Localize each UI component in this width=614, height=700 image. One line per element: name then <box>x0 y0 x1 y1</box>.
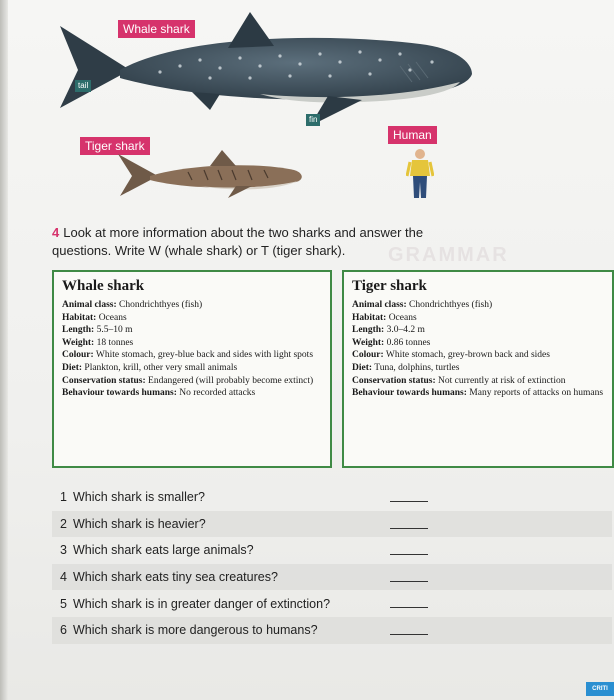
question-row <box>52 590 612 617</box>
fact-value: Chondrichthyes (fish) <box>406 300 493 310</box>
whale-shark-label: Whale shark <box>118 20 195 38</box>
tiger-shark-fact-box <box>342 270 614 468</box>
fin-label: fin <box>306 114 320 126</box>
fact-value: Oceans <box>386 312 417 323</box>
question-row <box>52 564 612 591</box>
fact-label: Habitat: <box>62 312 97 323</box>
fact-value: 18 tonnes <box>94 337 134 348</box>
exercise-number: 4 <box>52 225 60 240</box>
question-text: Which shark eats large animals? <box>72 543 254 558</box>
fact-label: Weight: <box>352 337 385 348</box>
question-row <box>52 511 612 538</box>
answer-blank[interactable] <box>390 528 428 529</box>
question-number: 3 <box>60 543 67 558</box>
footer-badge: CRITI <box>586 682 614 696</box>
fact-value: Chondrichthyes (fish) <box>116 300 203 310</box>
instruction-text: Look at more information about the two sharks and answer the questions. Write W (whale shark) or T (tiger shark). <box>52 225 424 258</box>
fact-value: Endangered (will probably become extinct) <box>145 375 314 386</box>
fact-label: Behaviour towards humans: <box>62 388 177 399</box>
fact-value: Many reports of attacks on humans <box>466 388 604 399</box>
fact-label: Diet: <box>62 362 83 373</box>
question-number: 4 <box>60 570 67 585</box>
fact-row <box>62 387 322 400</box>
fact-label: Conservation status: <box>352 375 436 386</box>
fact-row <box>352 337 604 350</box>
question-number: 6 <box>60 623 67 638</box>
answer-blank[interactable] <box>390 581 428 582</box>
fact-row <box>62 337 322 350</box>
question-row <box>52 537 612 564</box>
fact-label: Colour: <box>62 350 94 361</box>
tail-label: tail <box>75 80 91 92</box>
fact-row <box>62 375 322 388</box>
question-text: Which shark is in greater danger of extinction? <box>72 596 331 611</box>
fact-value: Plankton, krill, other very small animals <box>82 362 238 373</box>
tiger-shark-illustration <box>118 150 308 200</box>
question-number: 1 <box>60 490 67 505</box>
fact-label: Habitat: <box>352 312 387 323</box>
fact-value: White stomach, grey-brown back and sides <box>383 350 550 361</box>
questions-list <box>52 484 612 644</box>
fact-row <box>352 349 604 362</box>
question-text: Which shark is smaller? <box>72 490 205 505</box>
fact-value: White stomach, grey-blue back and sides with light spots <box>93 350 314 361</box>
question-text: Which shark eats tiny sea creatures? <box>72 570 278 585</box>
fact-value: No recorded attacks <box>176 388 256 399</box>
question-text: Which shark is heavier? <box>72 516 206 531</box>
page-spine <box>0 0 8 700</box>
question-number: 5 <box>60 596 67 611</box>
fact-row <box>352 324 604 337</box>
answer-blank[interactable] <box>390 607 428 608</box>
tiger-shark-label: Tiger shark <box>80 137 150 155</box>
fact-row <box>352 312 604 325</box>
whale-shark-title: Whale shark <box>62 278 145 294</box>
exercise-instruction <box>52 224 472 260</box>
fact-label: Weight: <box>62 337 95 348</box>
fact-row <box>352 299 604 312</box>
fact-label: Behaviour towards humans: <box>352 388 467 399</box>
fact-label: Diet: <box>352 362 373 373</box>
fact-label: Length: <box>352 325 385 336</box>
whale-shark-fact-box <box>52 270 332 468</box>
fact-row <box>352 387 604 400</box>
fact-value: 3.0–4.2 m <box>384 325 425 336</box>
fact-value: Oceans <box>96 312 127 323</box>
human-figure-illustration <box>406 148 434 200</box>
answer-blank[interactable] <box>390 634 428 635</box>
fact-row <box>62 299 322 312</box>
fact-value: 0.86 tonnes <box>384 337 431 348</box>
fact-row <box>62 324 322 337</box>
fact-label: Animal class: <box>62 300 117 310</box>
fact-row <box>352 375 604 388</box>
question-row <box>52 617 612 644</box>
fact-row <box>62 362 322 375</box>
answer-blank[interactable] <box>390 501 428 502</box>
fact-row <box>62 312 322 325</box>
human-label: Human <box>388 126 437 144</box>
watermark-text: GRAMMAR <box>388 244 509 266</box>
fact-label: Length: <box>62 325 95 336</box>
tiger-shark-title: Tiger shark <box>352 278 427 294</box>
fact-label: Animal class: <box>352 300 407 310</box>
question-row <box>52 484 612 511</box>
fact-row <box>62 349 322 362</box>
question-number: 2 <box>60 516 67 531</box>
question-text: Which shark is more dangerous to humans? <box>72 623 318 638</box>
fact-label: Colour: <box>352 350 384 361</box>
fact-row <box>352 362 604 375</box>
answer-blank[interactable] <box>390 554 428 555</box>
fact-value: 5.5–10 m <box>94 325 133 336</box>
fact-label: Conservation status: <box>62 375 146 386</box>
fact-value: Tuna, dolphins, turtles <box>372 362 460 373</box>
fact-value: Not currently at risk of extinction <box>435 375 566 386</box>
